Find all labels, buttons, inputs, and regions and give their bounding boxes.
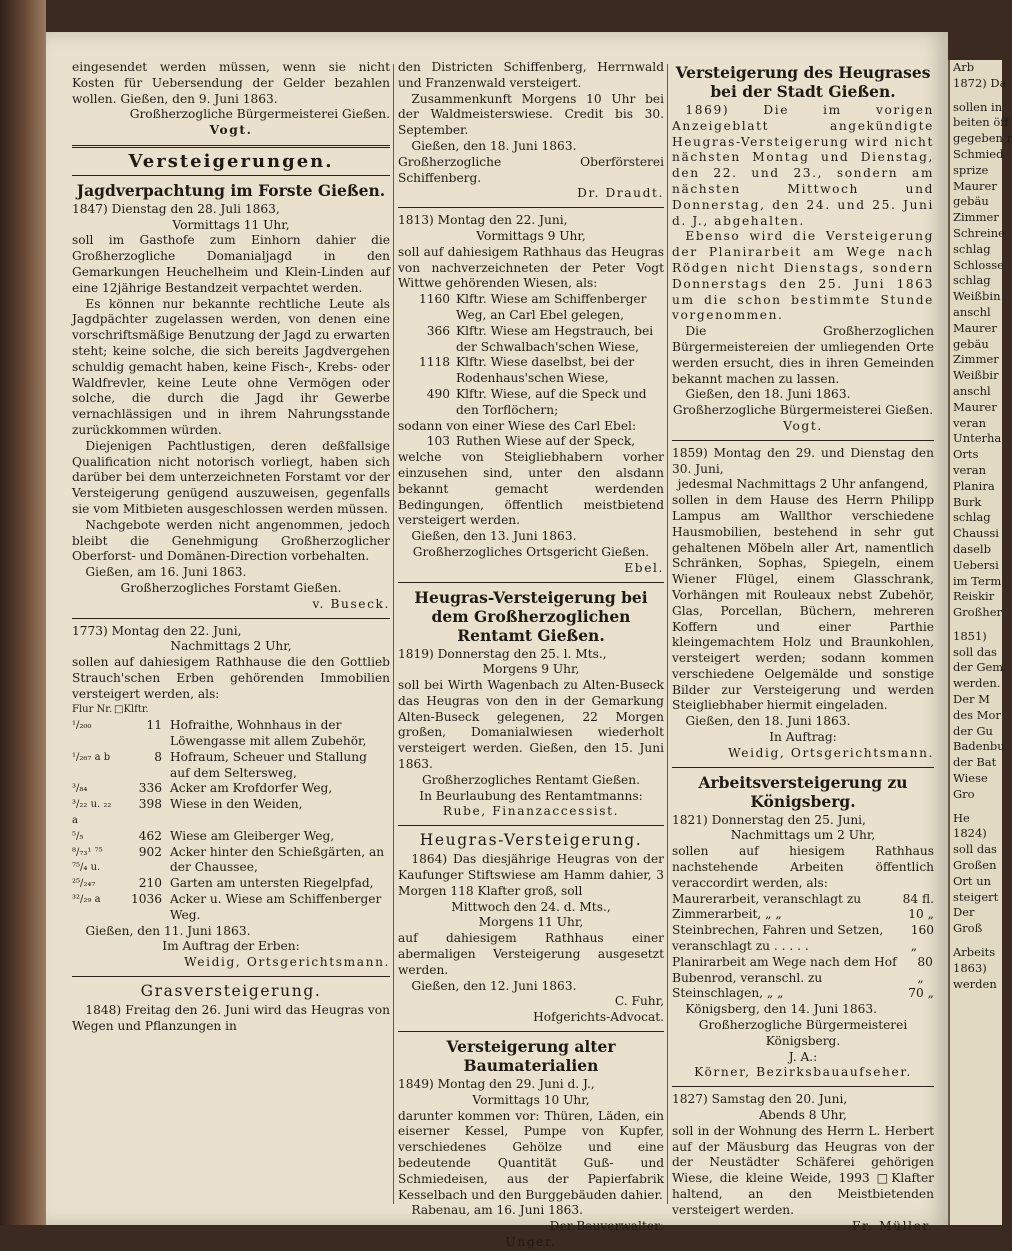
strip-line: 1863) — [953, 960, 987, 975]
notice-time: Nachmittags 2 Uhr, — [170, 639, 292, 654]
strip-line: schlag — [953, 273, 991, 288]
notice-text: 1869) Die im vorigen Anzeigeblatt angekündigte Heugras-Versteigerung wird nicht nächsten Montag und Dienstag, den 22. und 23., sondern am nächsten Mittwoch und Donnerstag, den 24. und 25. Juni d. J., abgehalten. — [672, 103, 934, 228]
notice-ia: J. A.: — [788, 1049, 818, 1064]
strip-line: Der M — [953, 692, 990, 707]
item-amount: 1118 — [418, 355, 450, 370]
notice-signature: Großherzogliches Forstamt Gießen. — [120, 580, 342, 595]
cost-label: Maurerarbeit, veranschlagt zu — [672, 891, 862, 906]
notice-header: 1827) Samstag den 20. Juni, — [672, 1092, 848, 1107]
property-description: Wiese am Gleiberger Weg, — [170, 828, 335, 843]
strip-line: schlag — [953, 510, 991, 525]
cost-label: Zimmerarbeit, „ „ — [672, 907, 782, 922]
klafter-value: 398 — [138, 797, 162, 812]
strip-line: Chaussi — [953, 526, 999, 541]
strip-line: soll das — [953, 842, 997, 857]
strip-line — [950, 92, 1002, 100]
strip-line — [950, 937, 1002, 945]
item-text: Klftr. Wiese, auf die Speck und den Torflöchern; — [456, 386, 647, 417]
notice-title: Versteigerung des Heugrases bei der Stadt Gießen. — [675, 63, 931, 101]
notice-signature: Großherzogliches Rentamt Gießen. — [422, 772, 640, 787]
item-text: Klftr. Wiese am Schiffenberger Weg, an Carl Ebel gelegen, — [456, 292, 647, 322]
notice-header: 1819) Donnerstag den 25. l. Mts., — [398, 646, 607, 661]
strip-line: Groß — [953, 921, 983, 936]
flur-number: ⁸/₇₃¹ ⁷⁵ ⁷⁵/₄ u. — [72, 846, 103, 874]
flur-number: ¹/₂₀₀ — [72, 720, 92, 732]
strip-line: Gro — [953, 786, 975, 801]
notice-intro: sollen auf dahiesigem Rathhause die den Gottlieb Strauch'schen Erben gehörenden Immobilien versteigert werden, als: — [72, 655, 390, 701]
strip-line: Zimmer — [953, 352, 999, 367]
rule — [398, 825, 664, 826]
strip-line: Großher — [953, 605, 1002, 620]
strip-line: Schmied — [953, 146, 1004, 161]
notice-date: Gießen, den 13. Juni 1863. — [411, 529, 577, 544]
item-text: Klftr. Wiese am Hegstrauch, bei der Schwalbach'schen Wiese, — [456, 323, 654, 354]
notice-date: Gießen, den 11. Juni 1863. — [85, 923, 251, 938]
list-item — [398, 324, 664, 356]
cost-row — [672, 923, 934, 955]
notice-name: C. Fuhr, — [614, 994, 664, 1009]
flur-number: ³/₈₄ — [72, 783, 88, 795]
notice-name: Ebel. — [624, 560, 664, 575]
cost-label: Steinschlagen, „ „ — [672, 986, 784, 1001]
rule — [672, 440, 934, 441]
notice-baumaterialien — [398, 1037, 664, 1251]
property-description: Acker u. Wiese am Schiffenberger Weg. — [170, 892, 382, 922]
strip-line: Zimmer — [953, 210, 999, 225]
strip-line: beiten öff — [953, 115, 1009, 130]
item-amount: 490 — [426, 386, 450, 401]
notice-header: 1773) Montag den 22. Juni, — [72, 623, 242, 638]
strip-line: Arb — [953, 60, 975, 74]
strip-line: Ort un — [953, 873, 992, 888]
strip-line: Arbeits — [953, 945, 996, 960]
table-row — [72, 845, 390, 877]
notice-time: Nachmittags um 2 Uhr, — [730, 828, 876, 843]
strip-line: gebäu — [953, 336, 989, 351]
strip-line: veran — [953, 415, 987, 430]
list-item — [398, 434, 664, 450]
table-row — [72, 892, 390, 924]
rule — [398, 207, 664, 208]
notice-name: Dr. Draudt. — [577, 186, 664, 201]
strip-line: sollen in — [953, 99, 1003, 114]
notice-date: Rabenau, am 16. Juni 1863. — [411, 1203, 584, 1218]
table-row — [72, 750, 390, 782]
notice-date: Gießen, den 18. Juni 1863. — [411, 138, 577, 153]
strip-line: Unterha — [953, 431, 1002, 446]
notice-grasversteigerung — [72, 982, 390, 1035]
notice-lampus — [672, 446, 934, 762]
notice-name: Vogt. — [783, 418, 823, 433]
col-flur: Flur Nr. — [72, 704, 113, 716]
notice-name: Weidig, Ortsgerichtsmann. — [728, 745, 934, 760]
table-row — [72, 718, 390, 750]
notice-text: Die Großherzoglichen Bürgermeistereien der umliegenden Orte werden ersucht, dies in ihren Gemeinden bekannt machen zu lassen. — [672, 324, 934, 386]
notice-header: 1849) Montag den 29. Juni d. J., — [398, 1077, 595, 1092]
strip-line: 1851) — [953, 628, 987, 643]
notice-text: sollen in dem Hause des Herrn Philipp Lampus am Wallthor verschiedene Hausmobilien, bestehend in sehr gut gehaltenen Möbeln aller Art, namentlich Schränken, Sophas, Spiegeln, einem Wiener Flügel, einem Glasschrank, Vorhängen mit Rouleaux nebst Zubehör, Glas, Porcellan, Büchern, mehreren Koffern und einer Parthie kleingemachtem Holz und Braunkohlen, versteigert werden; sodann kommen verschiedene Oelgemälde und sonstige Bilder zur Versteigerung und werden Steigliebhaber hiermit eingeladen. — [672, 493, 934, 713]
notice-time: Vormittags 9 Uhr, — [476, 228, 586, 243]
cost-label: Planirarbeit am Wege nach dem Hof Bubenrod, veranschl. zu — [672, 954, 897, 985]
list-item — [398, 387, 664, 419]
strip-line: Badenbu — [953, 739, 1005, 754]
table-row — [72, 829, 390, 845]
notice-rentamt — [398, 588, 664, 821]
strip-line: schlag — [953, 241, 991, 256]
notice-intro: sollen auf hiesigem Rathhaus nachstehende Arbeiten öffentlich veraccordirt werden, als: — [672, 844, 934, 890]
notice-name: Fr. Müller. — [852, 1218, 934, 1233]
strip-line: Schreine — [953, 225, 1005, 240]
flur-number: ³/₂₂ u. ₂₂ a — [72, 799, 112, 827]
notice-header: 1859) Montag den 29. und Dienstag den 30. Juni, — [672, 445, 934, 476]
continued-text: Zusammenkunft Morgens 10 Uhr bei der Waldmeisterswiese. Credit bis 30. September. — [398, 91, 664, 138]
notice-kaufunger — [398, 831, 664, 1026]
notice-beurlaubung: In Beurlaubung des Rentamtmanns: — [419, 788, 643, 803]
property-description: Hofraum, Scheuer und Stallung auf dem Seltersweg, — [170, 749, 367, 780]
notice-name: Unger. — [505, 1235, 557, 1249]
list-item — [398, 292, 664, 324]
property-description: Garten am untersten Riegelpfad, — [170, 876, 374, 891]
notice-text: soll bei Wirth Wagenbach zu Alten-Buseck das Heugras von den in der Gemarkung Alten-Buseck gelegenen, 22 Morgen großen, Domanialwiesen wiederholt versteigert werden. Gießen, den 15. Juni 1863. — [398, 678, 664, 772]
klafter-value: 336 — [138, 781, 162, 796]
notice-immobilien — [72, 624, 390, 972]
notice-jagdverpachtung — [72, 181, 390, 613]
strip-line — [950, 621, 1002, 629]
column-1 — [72, 60, 390, 1035]
strip-line: anschl — [953, 383, 991, 398]
cost-label: Steinbrechen, Fahren und Setzen, veranschlagt zu . . . . . — [672, 923, 884, 954]
rule — [672, 767, 934, 768]
notice-time: jedesmal Nachmittags 2 Uhr anfangend, — [677, 477, 929, 492]
strip-line: der Gu — [953, 723, 993, 738]
item-amount: 1160 — [418, 292, 450, 307]
klafter-value: 462 — [138, 828, 162, 843]
notice-name: Weidig, Ortsgerichtsmann. — [184, 955, 390, 970]
item-amount: 103 — [426, 434, 450, 449]
notice-text: sodann von einer Wiese des Carl Ebel: — [398, 418, 637, 433]
notice-signature: Großherzogliche Bürgermeisterei Königsberg. — [698, 1018, 908, 1048]
klafter-value: 1036 — [130, 892, 162, 907]
column-divider — [393, 64, 394, 1204]
item-text: Klftr. Wiese daselbst, bei der Rodenhaus'schen Wiese, — [456, 355, 635, 386]
strip-line: steigert — [953, 889, 999, 904]
column-divider — [667, 64, 668, 1204]
rule — [72, 976, 390, 977]
notice-date: Gießen, den 12. Juni 1863. — [411, 978, 577, 993]
notice-date: Gießen, den 18. Juni 1863. — [685, 387, 851, 402]
property-description: Acker am Krofdorfer Weg, — [170, 781, 333, 796]
strip-line: He — [953, 810, 970, 825]
notice-date: Gießen, den 18. Juni 1863. — [685, 714, 851, 729]
notice-date: Königsberg, den 14. Juni 1863. — [685, 1002, 877, 1017]
strip-line: Reiskir — [953, 589, 995, 604]
strip-line: 1824) — [953, 826, 987, 841]
property-description: Wiese in den Weiden, — [170, 797, 303, 812]
flur-number: ⁵/₅ — [72, 830, 84, 842]
strip-line: Großen — [953, 858, 997, 873]
property-description: Hofraithe, Wohnhaus in der Löwengasse mit allem Zubehör, — [170, 718, 367, 749]
notice-text: darunter kommen vor: Thüren, Läden, ein eiserner Kessel, Pumpe von Kupfer, verschiedenes Gehölze und eine bedeutende Quantität Guß- und Schmiedeisen, aus der Papierfabrik Kesselbach und den Burggebäuden dahier. — [398, 1108, 664, 1202]
notice-signature: Großherzogliches Ortsgericht Gießen. — [412, 544, 650, 559]
strip-line: der Gem — [953, 660, 1004, 675]
notice-role: Der Bauverwalter: — [549, 1219, 664, 1234]
adjacent-page-strip — [948, 60, 1012, 1225]
flur-number: ³²/₂₉ a — [72, 894, 101, 906]
table-row — [72, 781, 390, 797]
cost-row — [672, 907, 934, 923]
property-description: Acker hinter den Schießgärten, an der Chaussee, — [170, 844, 385, 875]
cost-value: 160 „ — [910, 923, 934, 954]
notice-text: soll in der Wohnung des Herrn L. Herbert auf der Mäusburg das Heugras von der der Neustädter Schäferei gehörigen Wiese, die kleine Weide, 1993 □Klafter haltend, an den Meistbietenden versteigert werden. — [672, 1123, 934, 1217]
notice-title: Versteigerung alter Baumaterialien — [446, 1037, 616, 1076]
strip-line: Burk — [953, 494, 982, 509]
table-row — [72, 876, 390, 892]
cost-row — [672, 955, 934, 987]
strip-line: veran — [953, 462, 987, 477]
notice-date: Gießen, am 16. Juni 1863. — [85, 565, 247, 580]
notice-when: Mittwoch den 24. d. Mts., — [451, 899, 611, 914]
klafter-value: 8 — [154, 749, 162, 764]
notice-name: v. Buseck. — [312, 596, 390, 611]
strip-line: Maurer — [953, 399, 997, 414]
notice-title: Jagdverpachtung im Forste Gießen. — [76, 180, 386, 200]
strip-line: Schlosse — [953, 257, 1004, 272]
flur-number: ¹/₂₆₇ a b — [72, 751, 111, 763]
intro-text: eingesendet werden müssen, wenn sie nicht Kosten für Uebersendung der Gelder bezahlen wollen. Gießen, den 9. Juni 1863. — [72, 60, 390, 106]
notice-text: auf dahiesigem Rathhaus einer abermaligen Versteigerung ausgesetzt werden. — [398, 931, 664, 977]
strip-line: im Term — [953, 573, 1002, 588]
item-text: Ruthen Wiese auf der Speck, — [456, 434, 636, 449]
cost-value: 80 „ — [917, 954, 933, 985]
notice-name: Rube, Finanzaccessist. — [442, 804, 620, 819]
notice-stadt — [672, 63, 934, 435]
column-2 — [398, 60, 664, 1251]
cost-value: 70 „ — [908, 986, 934, 1001]
table-header — [72, 702, 390, 718]
strip-line — [950, 803, 1002, 811]
notice-paragraph: soll im Gasthofe zum Einhorn dahier die Großherzogliche Domanialjagd in den Gemarkungen Heuchelheim und Klein-Linden auf eine 12jährige Bestandzeit verpachtet werden. — [72, 233, 390, 295]
notice-text: 1848) Freitag den 26. Juni wird das Heugras von Wegen und Pflanzungen in — [72, 1003, 390, 1033]
notice-signature: Großherzogliche Oberförsterei Schiffenberg. — [398, 154, 664, 185]
intro-name: Vogt. — [209, 123, 253, 138]
continued-text: den Districten Schiffenberg, Herrnwald und Franzenwald versteigert. — [398, 60, 664, 90]
notice-header: 1847) Dienstag den 28. Juli 1863, — [72, 201, 280, 216]
section-rule — [72, 145, 390, 148]
notice-herbert — [672, 1092, 934, 1234]
item-amount: 366 — [426, 323, 450, 338]
col-klafter: □Klftr. — [114, 704, 149, 716]
notice-role: Hofgerichts-Advocat. — [533, 1010, 664, 1025]
strip-line: gebäu — [953, 194, 989, 209]
rule — [398, 582, 664, 583]
strip-line: Uebersi — [953, 557, 999, 572]
strip-line: werden. — [953, 676, 1001, 691]
cost-row — [672, 892, 934, 908]
column-3 — [672, 60, 934, 1234]
notice-auftrag: In Auftrag: — [769, 730, 837, 745]
notice-title: Arbeitsversteigerung zu Königsberg. — [698, 772, 908, 811]
section-title: Versteigerungen. — [128, 150, 334, 172]
notice-time: Morgens 9 Uhr, — [482, 662, 580, 677]
strip-line: Maurer — [953, 178, 997, 193]
flur-number: ²⁵/₂₄₇ — [72, 878, 96, 890]
notice-header: 1813) Montag den 22. Juni, — [398, 213, 568, 228]
strip-line: Planira — [953, 478, 995, 493]
klafter-value: 902 — [138, 844, 162, 859]
rule — [398, 1031, 664, 1032]
notice-title: Heugras-Versteigerung. — [419, 831, 643, 850]
rule — [672, 1086, 934, 1087]
book-binding-edge — [0, 0, 46, 1225]
strip-line: werden — [953, 976, 997, 991]
notice-text: welche von Steigliebhabern vorher einzusehen sind, unter den alsdann bekannt gemacht werdenden Bedingungen, öffentlich meistbietend versteigert werden. — [398, 450, 664, 528]
notice-time: Abends 8 Uhr, — [759, 1108, 847, 1123]
cost-value: 10 „ — [908, 907, 934, 922]
notice-heugras-vogt — [398, 213, 664, 576]
notice-text: Ebenso wird die Versteigerung der Planirarbeit am Wege nach Rödgen nicht Dienstags, sondern Donnerstags den 25. Juni 1863 um die schon bestimmte Stunde vorgenommen. — [672, 229, 934, 323]
notice-text: 1864) Das diesjährige Heugras von der Kaufunger Stiftswiese am Hamm dahier, 3 Morgen 118 Klafter groß, soll — [398, 852, 664, 898]
notice-auftrag: Im Auftrag der Erben: — [162, 939, 300, 954]
strip-line: Orts — [953, 447, 979, 462]
strip-line: Weißbir — [953, 368, 999, 383]
rule — [72, 618, 390, 619]
strip-line: sprize — [953, 162, 989, 177]
strip-line: anschl — [953, 304, 991, 319]
strip-line: der Bat — [953, 755, 997, 770]
notice-name: Körner, Bezirksbauaufseher. — [694, 1065, 912, 1080]
list-item — [398, 355, 664, 387]
notice-time: Vormittags 10 Uhr, — [472, 1092, 590, 1107]
notice-paragraph: Nachgebote werden nicht angenommen, jedoch bleibt die Genehmigung Großherzoglicher Oberforst- und Domänen-Direction vorbehalten. — [72, 517, 390, 564]
notice-paragraph: Diejenigen Pachtlustigen, deren deßfallsige Qualification nicht notorisch vorliegt, haben sich darüber bei dem unterzeichneten Forstamt vor der Versteigerung genügend auszuweisen, gegenfalls sie vom Mitbieten ausgeschlossen werden müssen. — [72, 438, 390, 516]
strip-line: Maurer — [953, 320, 997, 335]
klafter-value: 11 — [146, 718, 162, 733]
notice-intro: soll auf dahiesigem Rathhaus das Heugras von nachverzeichneten der Peter Vogt Wittwe gehörenden Wiesen, als: — [398, 244, 664, 291]
strip-line: soll das — [953, 644, 997, 659]
rule — [72, 175, 390, 176]
strip-line: Der — [953, 905, 975, 920]
strip-line: Weißbin — [953, 289, 1001, 304]
strip-line: des Mor — [953, 707, 1001, 722]
notice-arbeitsversteigerung — [672, 773, 934, 1082]
intro-signature: Großherzogliche Bürgermeisterei Gießen. — [129, 107, 390, 122]
notice-time: Vormittags 11 Uhr, — [172, 217, 290, 232]
notice-title: Heugras-Versteigerung bei dem Großherzoglichen Rentamt Gießen. — [414, 587, 648, 645]
table-row — [72, 797, 390, 829]
strip-line: Wiese — [953, 771, 988, 786]
strip-line: gegeben r — [953, 131, 1012, 146]
cost-value: 84 fl. — [902, 891, 934, 906]
strip-line: 1872) Da — [953, 75, 1007, 90]
notice-paragraph: Es können nur bekannte rechtliche Leute als Jagdpächter zugelassen werden, von denen eine vorschriftsmäßige Benutzung der Jagd zu erwarten steht; keine solche, die sich bereits Jagdvergehen schuldig gemacht haben, keine Fisch-, Krebs- oder Waldfrevler, keine Leute ohne Vermögen oder solche, die durch die Jagd ihr Gewerbe vernachlässigen und in ihrem Nahrungsstande zurückkommen würden. — [72, 296, 390, 437]
notice-header: 1821) Donnerstag den 25. Juni, — [672, 812, 866, 827]
notice-time: Morgens 11 Uhr, — [478, 915, 584, 930]
cost-row — [672, 986, 934, 1002]
klafter-value: 210 — [138, 876, 162, 891]
notice-title: Grasversteigerung. — [140, 982, 322, 1001]
notice-signature: Großherzogliche Bürgermeisterei Gießen. — [672, 403, 934, 418]
strip-line: daselb — [953, 541, 991, 556]
